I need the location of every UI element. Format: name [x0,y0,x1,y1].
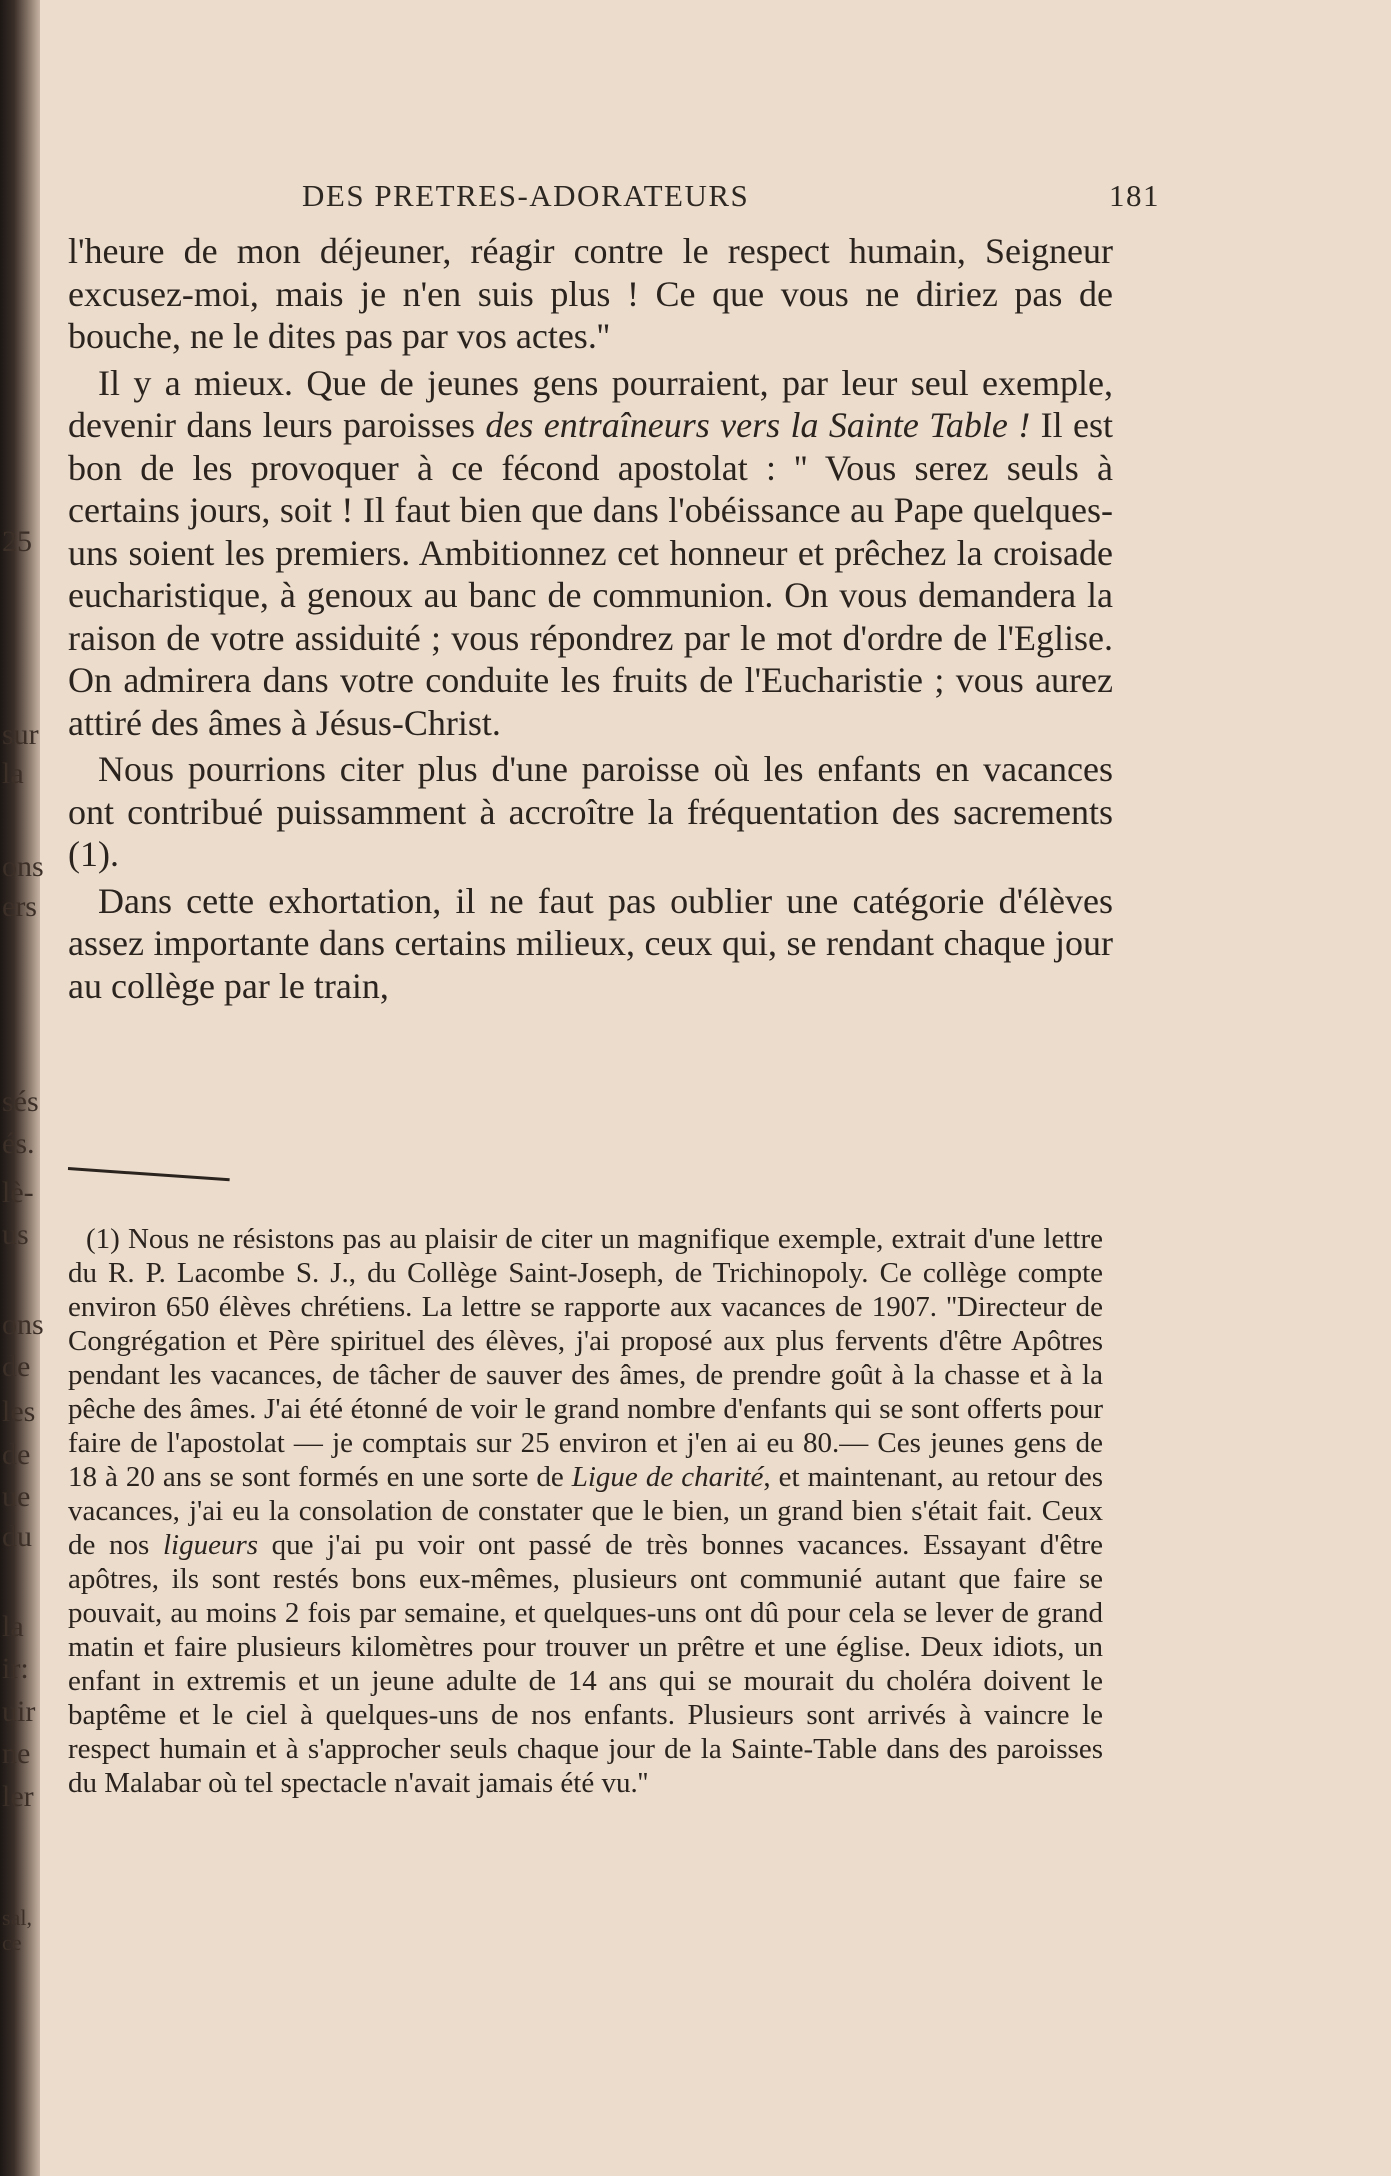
margin-fragment: és. [2,1127,35,1160]
margin-fragment: us [2,1218,29,1251]
book-page [60,170,1160,1006]
margin-fragment: ne [2,1737,31,1770]
text-run: que j'ai pu voir ont passé de très bonnes vacances. Essayant d'être apôtres, ils sont restés bons eux-mêmes, plusieurs ont communié autant que faire se pouvait, au moins 2 fois par semaine, et quelques-uns ont dû pour cela se lever de grand matin et faire plusieurs kilomètres pour trouver un prêtre et une église. Deux idiots, un enfant in extremis et un jeune adulte de 14 ans qui se mourait du choléra doivent le baptême et le ciel à quelques-uns de nos enfants. Plusieurs sont arrivés à vaincre le respect humain et à s'approcher seuls chaque jour de la Sainte-Table dans des paroisses du Malabar où tel spectacle n'avait jamais été vu.'' [68,1529,1103,1799]
margin-fragment: ons [2,850,44,883]
margin-fragment: sal, [2,1905,32,1930]
margin-fragment: sur [2,718,39,751]
text-run: Nous pourrions citer plus d'une paroisse où les enfants en vacances ont contribué puissamment à accroître la fréquentation des sacrements (1). [68,749,1113,874]
paragraph [68,230,1113,358]
italic-text-run: Ligue de charité [571,1461,764,1493]
margin-fragment: du [2,1520,32,1553]
margin-fragment: la [2,757,24,790]
running-head [60,170,1160,218]
margin-fragment: la [2,1610,24,1643]
running-head-title: DES PRETRES-ADORATEURS [302,178,750,213]
margin-fragment: ir: [2,1652,29,1685]
margin-fragment: ler [2,1780,34,1813]
text-run: (1) Nous ne résistons pas au plaisir de citer un magnifique exemple, extrait d'une lettre du R. P. Lacombe S. J., du Collège Saint-Joseph, de Trichinopoly. Ce collège compte environ 650 élèves chrétiens. La lettre se rapporte aux vacances de 1907. ''Directeur de Congrégation et Père spirituel des élèves, j'ai proposé aux plus fervents d'être Apôtres pendant les vacances, de tâcher de sauver des âmes, de prendre goût à la chasse et à la pêche des âmes. J'ai été étonné de voir le grand nombre d'enfants qui se sont offerts pour faire de l'apostolat — je comptais sur 25 environ et j'en ai eu 80.— Ces jeunes gens de 18 à 20 ans se sont formés en une sorte de [68,1223,1103,1493]
margin-fragment: ue [2,1480,31,1513]
footnote [68,1222,1103,1800]
text-run: Dans cette exhortation, il ne faut pas oublier une catégorie d'élèves assez importante dans certains milieux, ceux qui, se rendant chaque jour au collège par le train, [68,880,1113,1006]
footnote-separator-rule [68,1167,230,1181]
text-run: l'heure de mon déjeuner, réagir contre le respect humain, Seigneur excusez-moi, mais je n'en suis plus ! Ce que vous ne diriez pas de bouche, ne le dites pas par vos actes.'' [68,231,1113,356]
margin-fragment: de [2,1438,31,1471]
margin-fragment: lè- [2,1176,34,1209]
margin-fragment: ons [2,1308,44,1341]
text-run: , et maintenant, au retour des vacances, j'ai eu la consolation de constater que le bien, un grand bien s'était fait. Ceux de nos [68,1461,1103,1561]
footnote-paragraph [68,1222,1103,1800]
paragraph [68,362,1113,745]
paragraph [68,748,1113,876]
text-run: Il est bon de les provoquer à ce fécond apostolat : '' Vous serez seuls à certains jours, soit ! Il faut bien que dans l'obéissance au Pape quelques-uns soient les premiers. Ambitionnez cet honneur et prêchez la croisade eucharistique, à genoux au banc de communion. On vous demandera la raison de votre assiduité ; vous répondrez par le mot d'ordre de l'Eglise. On admirera dans votre conduite les fruits de l'Eucharistie ; vous aurez attiré des âmes à Jésus-Christ. [68,405,1113,743]
main-text [68,230,1113,1007]
margin-fragment: ers [2,890,37,923]
margin-fragment: 25 [2,525,32,558]
page-number: 181 [1109,178,1160,213]
text-run: Il y a mieux. Que de jeunes gens pourraient, par leur seul exemple, devenir dans leurs paroisses [68,362,1113,445]
margin-fragment: uir [2,1695,36,1728]
italic-text-run: des entraîneurs vers la Sainte Table ! [485,405,1031,445]
italic-text-run: ligueurs [162,1529,259,1561]
margin-fragment: les [2,1395,36,1428]
margin-fragment: de [2,1350,31,1383]
previous-page-margin [0,0,48,2176]
margin-fragment: ce [2,1930,22,1955]
margin-fragment: sés [2,1085,39,1118]
paragraph [68,880,1113,1008]
